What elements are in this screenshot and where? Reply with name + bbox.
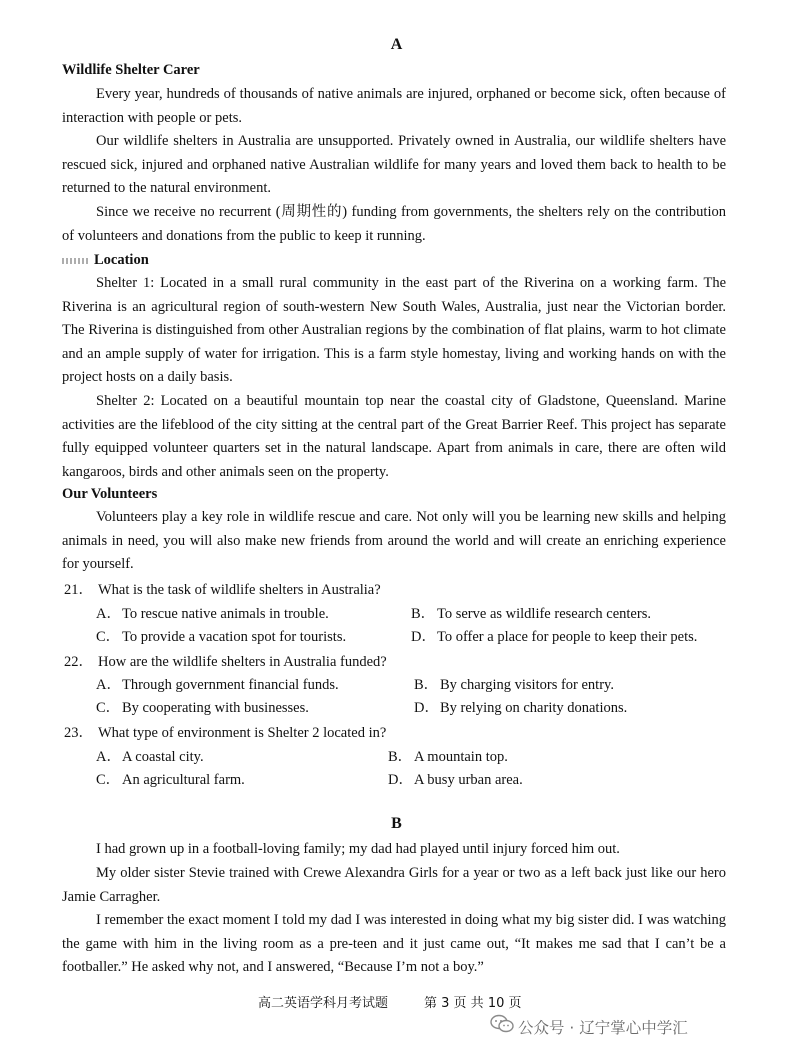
q21-option-b: B． To serve as wildlife research centers. (411, 606, 651, 622)
q23-option-a: A．A coastal city. (96, 749, 204, 765)
watermark-text: 公众号 · 辽宁掌心中学汇 (518, 1019, 688, 1037)
scan-mark (62, 258, 90, 264)
q22-option-a: A．Through government financial funds. (96, 677, 339, 693)
q21-option-a: A．To rescue native animals in trouble. (96, 606, 329, 622)
volunteers-paragraph: Volunteers play a key role in wildlife rescue and care. Not only will you be learning new skills and helping animals in need, you will also make new friends from around the world and will create an enriching experience for yourself. (62, 509, 726, 572)
section-b-paragraph-3: I remember the exact moment I told my dad I was interested in doing what my big sister did. I was watching the game with him in the living room as a pre-teen and it just came out, “It makes me sad that I can’t be a footballer.” He asked why not, and I answered, “Because I’m not a boy.” (62, 912, 726, 975)
q21-option-d: D．To offer a place for people to keep their pets. (411, 629, 698, 645)
location-heading-text: Location (94, 252, 149, 268)
passage-title: Wildlife Shelter Carer (62, 62, 200, 78)
section-a-letter: A (390, 36, 403, 53)
q21-option-c: C． To provide a vacation spot for tourists. (96, 629, 347, 645)
question-text: What type of environment is Shelter 2 located in? (98, 725, 387, 741)
question-text: How are the wildlife shelters in Australia funded? (98, 654, 387, 670)
question-21 (64, 578, 381, 599)
page-footer (258, 992, 522, 1011)
exam-title: 高二英语学科月考试题 (258, 996, 389, 1011)
question-22 (64, 650, 387, 671)
page-number: 第 3 页 共 10 页 (424, 996, 522, 1011)
section-a-paragraph-2: Our wildlife shelters in Australia are unsupported. Privately owned in Australia, our wildlife shelters have rescued sick, injured and orphaned native Australian wildlife for many years and loved them back to health to be returned to the natural environment. (62, 133, 726, 196)
section-b-paragraph-2: My older sister Stevie trained with Crewe Alexandra Girls for a year or two as a left back just like our hero Jamie Carragher. (62, 865, 726, 905)
q22-option-c: C． By cooperating with businesses. (96, 700, 309, 716)
section-a-paragraph-3: Since we receive no recurrent (周期性的) funding from governments, the shelters rely on the contribution of volunteers and donations from the public to keep it running. (62, 204, 726, 244)
section-a-paragraph-1: Every year, hundreds of thousands of native animals are injured, orphaned or become sick, often because of interaction with people or pets. (62, 86, 726, 126)
location-heading (62, 252, 149, 269)
question-number: 21． (64, 582, 93, 598)
question-23 (64, 721, 386, 742)
section-b-letter: B (391, 815, 402, 832)
question-number: 23． (64, 725, 93, 741)
q23-option-c: C． An agricultural farm. (96, 772, 245, 788)
wechat-icon (490, 1014, 514, 1034)
volunteers-heading: Our Volunteers (62, 486, 158, 502)
shelter-2-paragraph: Shelter 2: Located on a beautiful mountain top near the coastal city of Gladstone, Queensland. Marine activities are the lifeblood of the city sitting at the central part of the Great Barrier Reef. This project has separate fully equipped volunteer quarters set in the natural landscape. Apart from animals in care, there are often wild kangaroos, birds and other animals seen on the property. (62, 393, 726, 480)
shelter-1-paragraph: Shelter 1: Located in a small rural community in the east part of the Riverina on a working farm. The Riverina is an agricultural region of south-western New South Wales, Australia, just near the Victorian border. The Riverina is distinguished from other Australian regions by the combination of flat plains, warm to hot climate and an ample supply of water for irrigation. This is a farm style homestay, living and working hands on with the project hosts on a daily basis. (62, 275, 726, 385)
q23-option-d: D．A busy urban area. (388, 772, 523, 788)
q22-option-b: B． By charging visitors for entry. (414, 677, 614, 693)
question-number: 22． (64, 654, 93, 670)
section-b-paragraph-1: I had grown up in a football-loving family; my dad had played until injury forced him out. (96, 841, 620, 857)
q22-option-d: D．By relying on charity donations. (414, 700, 628, 716)
q23-option-b: B． A mountain top. (388, 749, 508, 765)
question-text: What is the task of wildlife shelters in Australia? (98, 582, 381, 598)
